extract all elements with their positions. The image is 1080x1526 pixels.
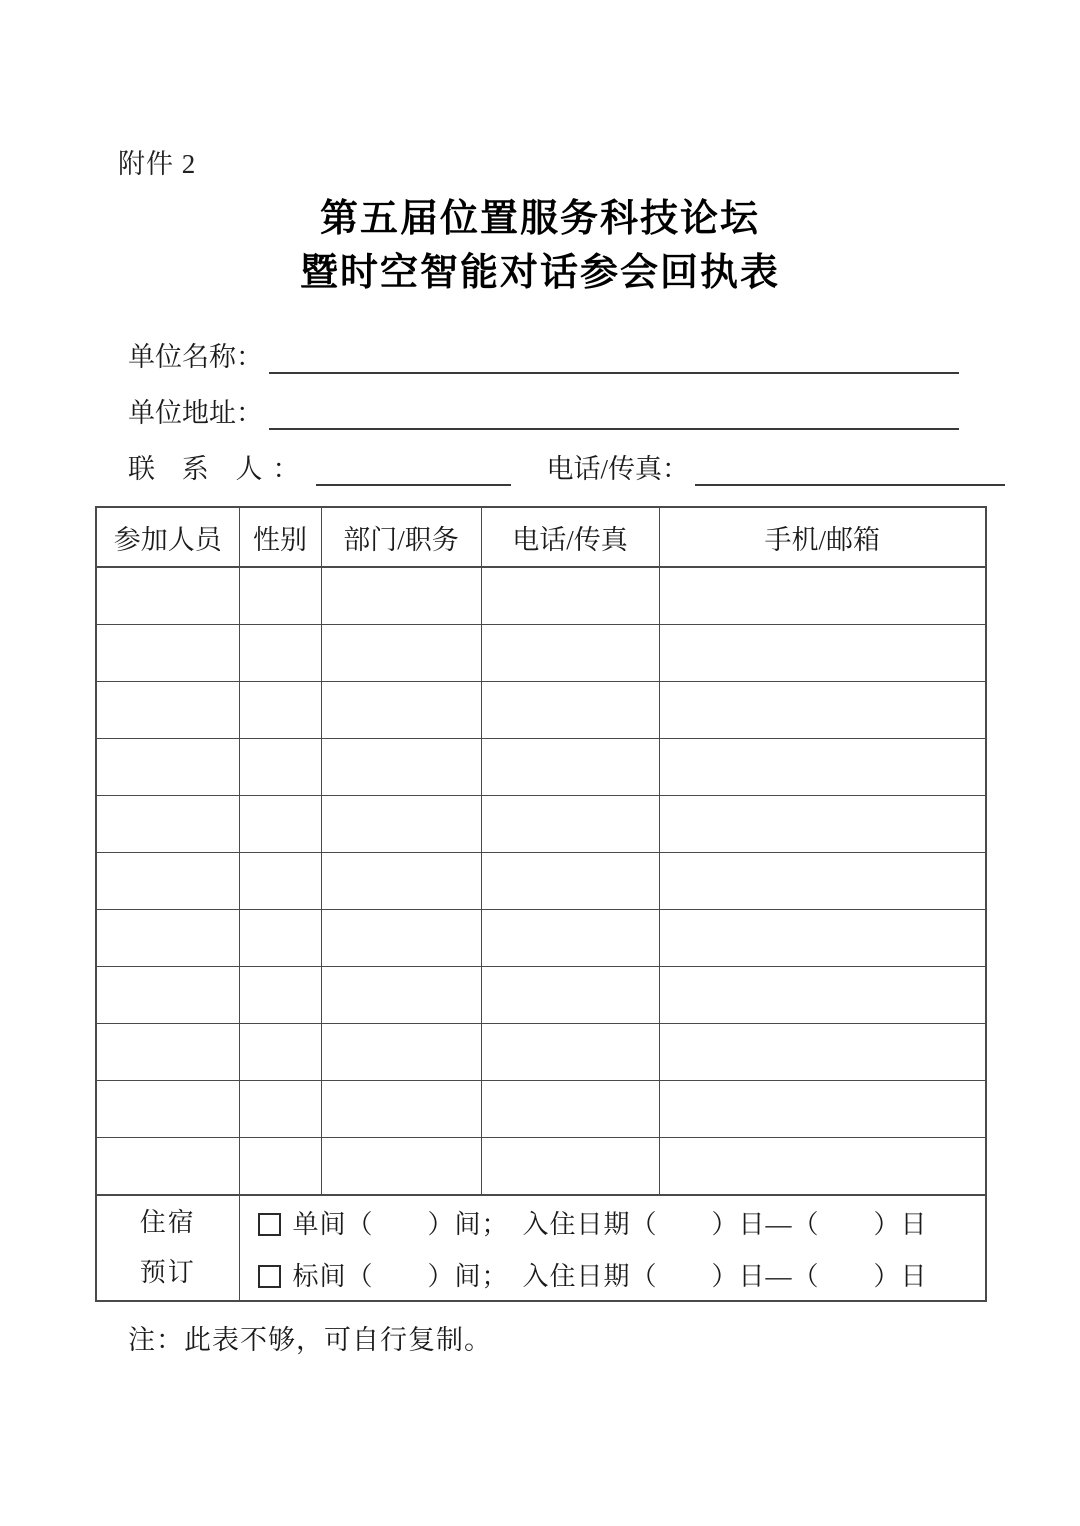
company-name-label: 单位名称： — [128, 342, 263, 372]
table-row[interactable] — [96, 625, 986, 682]
table-row[interactable] — [96, 739, 986, 796]
accommodation-option-single[interactable] — [239, 1195, 986, 1248]
cell-mobile-email[interactable] — [659, 967, 986, 1024]
cell-phone-fax[interactable] — [481, 853, 659, 910]
cell-mobile-email[interactable] — [659, 1024, 986, 1081]
cell-department-title[interactable] — [321, 1024, 481, 1081]
table-row[interactable] — [96, 910, 986, 967]
table-body — [96, 567, 986, 1301]
cell-phone-fax[interactable] — [481, 1081, 659, 1138]
checkbox-unchecked-icon[interactable] — [258, 1213, 281, 1236]
company-name-input[interactable] — [269, 342, 959, 374]
table-row[interactable] — [96, 1138, 986, 1196]
phone-fax-label: 电话/传真： — [546, 454, 690, 484]
cell-participant[interactable] — [96, 1081, 239, 1138]
table-row[interactable] — [96, 682, 986, 739]
table-row[interactable] — [96, 1081, 986, 1138]
contact-person-input[interactable] — [316, 454, 511, 486]
column-header-phone-fax: 电话/传真 — [481, 507, 659, 567]
cell-participant[interactable] — [96, 567, 239, 625]
cell-participant[interactable] — [96, 796, 239, 853]
title-line-2: 暨时空智能对话参会回执表 — [299, 252, 780, 294]
cell-mobile-email[interactable] — [659, 1081, 986, 1138]
cell-gender[interactable] — [239, 1081, 321, 1138]
cell-phone-fax[interactable] — [481, 682, 659, 739]
table-row[interactable] — [96, 567, 986, 625]
table-row[interactable] — [96, 853, 986, 910]
table-header-row — [96, 507, 986, 567]
cell-department-title[interactable] — [321, 1138, 481, 1196]
cell-phone-fax[interactable] — [481, 967, 659, 1024]
cell-gender[interactable] — [239, 682, 321, 739]
column-header-department-title: 部门/职务 — [321, 507, 481, 567]
cell-participant[interactable] — [96, 853, 239, 910]
cell-mobile-email[interactable] — [659, 567, 986, 625]
cell-gender[interactable] — [239, 567, 321, 625]
footer-note: 注：此表不够，可自行复制。 — [128, 1325, 492, 1355]
cell-phone-fax[interactable] — [481, 1138, 659, 1196]
cell-department-title[interactable] — [321, 567, 481, 625]
cell-mobile-email[interactable] — [659, 853, 986, 910]
accommodation-option-single-text: 单间（ ）间； 入住日期（ ）日—（ ）日 — [292, 1209, 928, 1239]
table-row[interactable] — [96, 796, 986, 853]
company-address-row — [128, 396, 959, 430]
cell-participant[interactable] — [96, 625, 239, 682]
cell-gender[interactable] — [239, 1024, 321, 1081]
cell-mobile-email[interactable] — [659, 910, 986, 967]
cell-gender[interactable] — [239, 853, 321, 910]
column-header-gender: 性别 — [239, 507, 321, 567]
contact-person-label: 联 系 人： — [128, 454, 310, 484]
cell-department-title[interactable] — [321, 739, 481, 796]
cell-department-title[interactable] — [321, 682, 481, 739]
column-header-participant: 参加人员 — [96, 507, 239, 567]
column-header-mobile-email: 手机/邮箱 — [659, 507, 986, 567]
accommodation-label — [96, 1195, 239, 1301]
cell-participant[interactable] — [96, 1024, 239, 1081]
cell-participant[interactable] — [96, 739, 239, 796]
company-address-input[interactable] — [269, 398, 959, 430]
contact-row — [128, 452, 1005, 486]
cell-phone-fax[interactable] — [481, 1024, 659, 1081]
accommodation-option-standard-text: 标间（ ）间； 入住日期（ ）日—（ ）日 — [292, 1261, 928, 1291]
cell-department-title[interactable] — [321, 910, 481, 967]
company-name-row — [128, 340, 959, 374]
cell-department-title[interactable] — [321, 1081, 481, 1138]
cell-gender[interactable] — [239, 796, 321, 853]
cell-phone-fax[interactable] — [481, 910, 659, 967]
accommodation-label-line-2: 预订 — [139, 1258, 196, 1287]
table-row[interactable] — [96, 1024, 986, 1081]
accommodation-row-single — [96, 1195, 986, 1248]
cell-mobile-email[interactable] — [659, 625, 986, 682]
cell-mobile-email[interactable] — [659, 796, 986, 853]
company-address-label: 单位地址： — [128, 398, 263, 428]
cell-mobile-email[interactable] — [659, 682, 986, 739]
accommodation-label-line-1: 住宿 — [139, 1208, 196, 1237]
cell-gender[interactable] — [239, 967, 321, 1024]
phone-fax-input[interactable] — [695, 454, 1005, 486]
cell-mobile-email[interactable] — [659, 739, 986, 796]
cell-gender[interactable] — [239, 625, 321, 682]
checkbox-unchecked-icon[interactable] — [258, 1265, 281, 1288]
title-line-1: 第五届位置服务科技论坛 — [319, 198, 760, 240]
cell-department-title[interactable] — [321, 967, 481, 1024]
cell-gender[interactable] — [239, 739, 321, 796]
table-row[interactable] — [96, 967, 986, 1024]
cell-phone-fax[interactable] — [481, 796, 659, 853]
cell-gender[interactable] — [239, 910, 321, 967]
cell-participant[interactable] — [96, 910, 239, 967]
participants-table — [95, 506, 987, 1302]
cell-participant[interactable] — [96, 1138, 239, 1196]
cell-department-title[interactable] — [321, 853, 481, 910]
cell-participant[interactable] — [96, 682, 239, 739]
cell-participant[interactable] — [96, 967, 239, 1024]
accommodation-option-standard[interactable] — [239, 1248, 986, 1301]
page-title — [0, 192, 1080, 300]
cell-phone-fax[interactable] — [481, 567, 659, 625]
cell-department-title[interactable] — [321, 625, 481, 682]
cell-gender[interactable] — [239, 1138, 321, 1196]
cell-department-title[interactable] — [321, 796, 481, 853]
cell-phone-fax[interactable] — [481, 625, 659, 682]
cell-phone-fax[interactable] — [481, 739, 659, 796]
attachment-label: 附件 2 — [118, 149, 197, 179]
cell-mobile-email[interactable] — [659, 1138, 986, 1196]
